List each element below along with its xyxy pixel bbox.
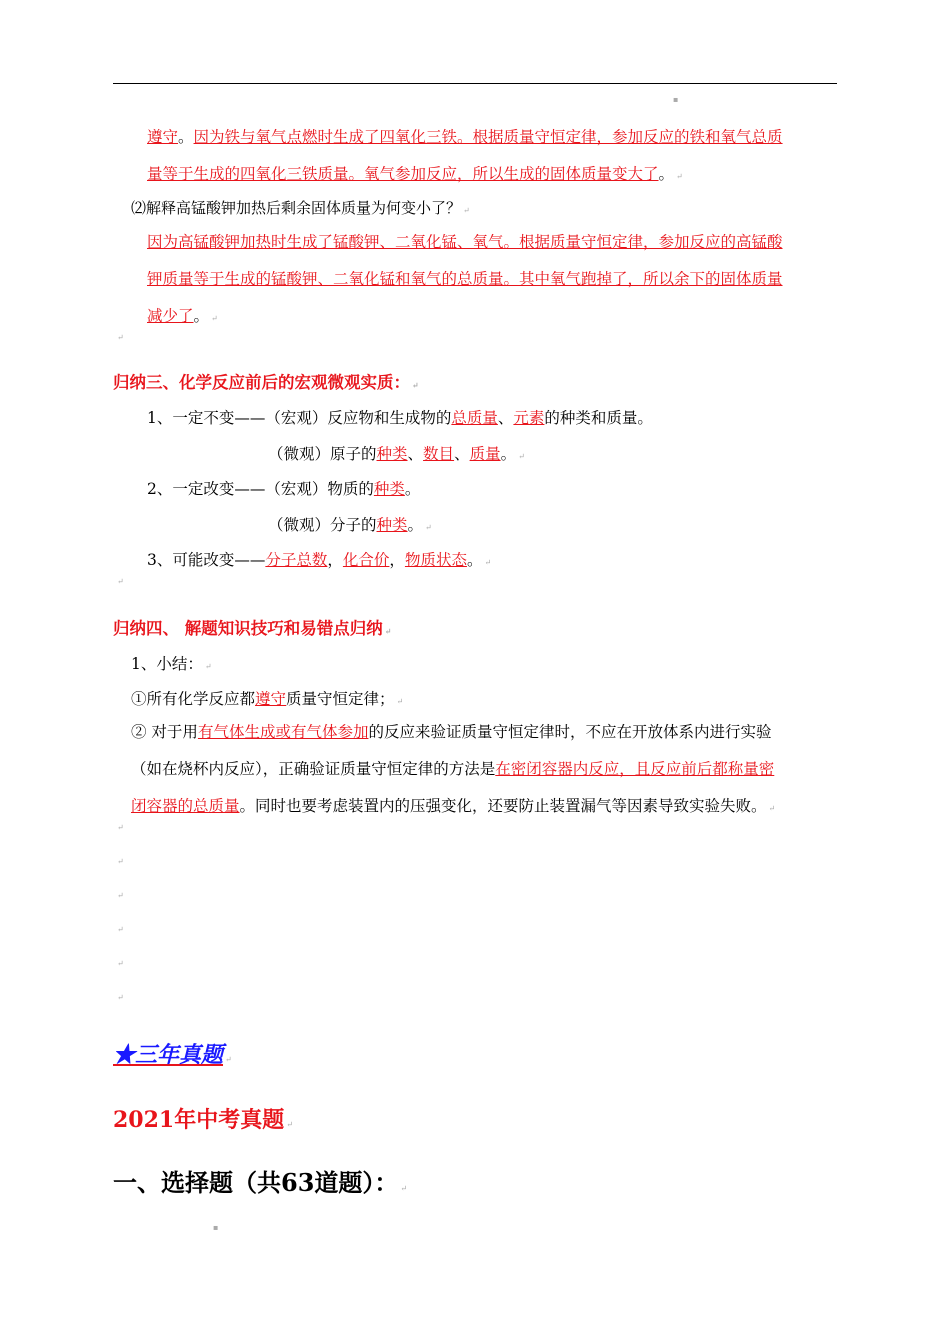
punct: ， (389, 551, 405, 569)
paragraph-mark: ↵ (117, 925, 124, 934)
answer-blank: 总质量 (451, 409, 498, 427)
paragraph-mark: ↵ (286, 1120, 293, 1129)
answer-blank: 因为铁与氧气点燃时生成了四氧化三铁。根据质量守恒定律，参加反应的铁和氧气总质 (193, 128, 783, 146)
paragraph-mark: ↵ (484, 558, 492, 567)
paragraph-mark: ↵ (117, 333, 124, 342)
punct: 。 (193, 307, 210, 325)
section-heading (113, 373, 419, 395)
punct: 。 (178, 128, 194, 146)
punct: 。 (404, 480, 421, 498)
punct: 、 (497, 409, 514, 427)
punct: 。 (658, 165, 675, 183)
item-text: ①所有化学反应都 (131, 690, 256, 708)
item-text: 的种类和质量。 (544, 409, 653, 427)
answer-blank: 物质状态 (404, 551, 467, 569)
question-label (131, 198, 470, 221)
answer-blank: 闭容器的总质量 (131, 797, 240, 815)
answer-blank: 减少了 (147, 307, 194, 325)
answer-blank: 遵守 (147, 128, 179, 146)
list-item (131, 722, 771, 742)
answer-line (147, 232, 783, 252)
item-text: 1、一定不变——（宏观）反应物和生成物的 (147, 409, 452, 427)
paragraph-mark: ↵ (117, 823, 124, 832)
list-item (147, 550, 491, 573)
item-text: 的反应来验证质量守恒定律时，不应在开放体系内进行实验 (368, 723, 772, 741)
answer-blank: 有气体生成或有气体参加 (197, 723, 369, 741)
question-text: ⑵解释高锰酸钾加热后剩余固体质量为何变小了？ (131, 199, 462, 217)
section-heading (113, 619, 391, 641)
list-item (268, 515, 432, 538)
answer-line (147, 306, 218, 329)
list-item (131, 796, 775, 819)
question-section-title-text: 一、选择题（共63道题）： (113, 1168, 399, 1197)
item-text: 质量守恒定律； (286, 690, 395, 708)
answer-blank: 种类 (376, 445, 408, 463)
punct: 、 (407, 445, 424, 463)
punct: 、 (454, 445, 470, 463)
answer-blank: 遵守 (255, 690, 287, 708)
answer-blank: 化合价 (342, 551, 390, 569)
list-item (131, 689, 403, 712)
item-text: 2、一定改变——（宏观）物质的 (147, 480, 374, 498)
list-item (268, 444, 525, 467)
punct: 。 (466, 551, 483, 569)
answer-blank: 钾质量等于生成的锰酸钾、二氧化锰和氧气的总质量。其中氧气跑掉了，所以余下的固体质量 (147, 270, 783, 288)
item-text: 3、可能改变—— (147, 551, 266, 569)
item-text: （微观）原子的 (268, 445, 377, 463)
format-mark: ▪ (213, 1223, 219, 1232)
format-mark: ▪ (673, 95, 679, 104)
punct: 。 (500, 445, 517, 463)
paragraph-mark: ↵ (518, 452, 525, 461)
answer-blank: 元素 (513, 409, 545, 427)
answer-blank: 种类 (376, 516, 408, 534)
section-heading-text: 归纳四、 解题知识技巧和易错点归纳 (113, 619, 383, 638)
paragraph-mark: ↵ (396, 697, 404, 706)
list-item (147, 408, 653, 428)
paragraph-mark: ↵ (117, 577, 124, 586)
item-text: （如在烧杯内反应），正确验证质量守恒定律的方法是 (131, 760, 496, 778)
paragraph-mark: ↵ (412, 380, 419, 390)
paragraph-mark: ↵ (676, 172, 683, 181)
list-item (131, 759, 774, 779)
answer-blank: 量等于生成的四氧化三铁质量。氧气参加反应，所以生成的固体质量变大了 (147, 165, 659, 183)
paragraph-mark: ↵ (425, 523, 432, 532)
paragraph-mark: ↵ (768, 804, 776, 813)
paragraph-mark: ↵ (117, 959, 124, 968)
section-heading-text: 归纳三、化学反应前后的宏观微观实质： (113, 373, 410, 392)
item-text: 。同时也要考虑装置内的压强变化，还要防止装置漏气等因素导致实验失败。 (239, 797, 767, 815)
subheading-text: 1、小结： (131, 655, 203, 673)
answer-blank: 质量 (469, 445, 501, 463)
punct: ， (327, 551, 343, 569)
paragraph-mark: ↵ (384, 626, 392, 636)
paragraph-mark: ↵ (463, 206, 470, 215)
star-title (113, 1041, 232, 1074)
paragraph-mark: ↵ (211, 314, 218, 323)
item-text: （微观）分子的 (268, 516, 377, 534)
answer-blank: 数目 (423, 445, 455, 463)
year-title (113, 1105, 293, 1140)
answer-blank: 在密闭容器内反应，且反应前后都称量密 (495, 760, 775, 778)
paragraph-mark: ↵ (117, 857, 124, 866)
paragraph-mark: ↵ (204, 662, 212, 671)
subheading (131, 654, 212, 677)
answer-blank: 种类 (373, 480, 405, 498)
header-rule (113, 83, 837, 84)
answer-blank: 因为高锰酸钾加热时生成了锰酸钾、二氧化锰、氧气。根据质量守恒定律，参加反应的高锰酸 (147, 233, 783, 251)
star-title-text: ★三年真题 (113, 1042, 224, 1068)
answer-line (147, 269, 783, 289)
list-item (147, 479, 420, 499)
punct: 。 (407, 516, 424, 534)
answer-blank: 分子总数 (265, 551, 328, 569)
paragraph-mark: ↵ (400, 1184, 408, 1193)
answer-line (147, 127, 783, 147)
question-section-title (113, 1167, 407, 1205)
answer-line (147, 164, 683, 187)
item-text: ② 对于用 (131, 723, 198, 741)
paragraph-mark: ↵ (225, 1055, 232, 1064)
year-title-text: 2021年中考真题 (113, 1107, 285, 1133)
paragraph-mark: ↵ (117, 993, 124, 1002)
paragraph-mark: ↵ (117, 891, 124, 900)
